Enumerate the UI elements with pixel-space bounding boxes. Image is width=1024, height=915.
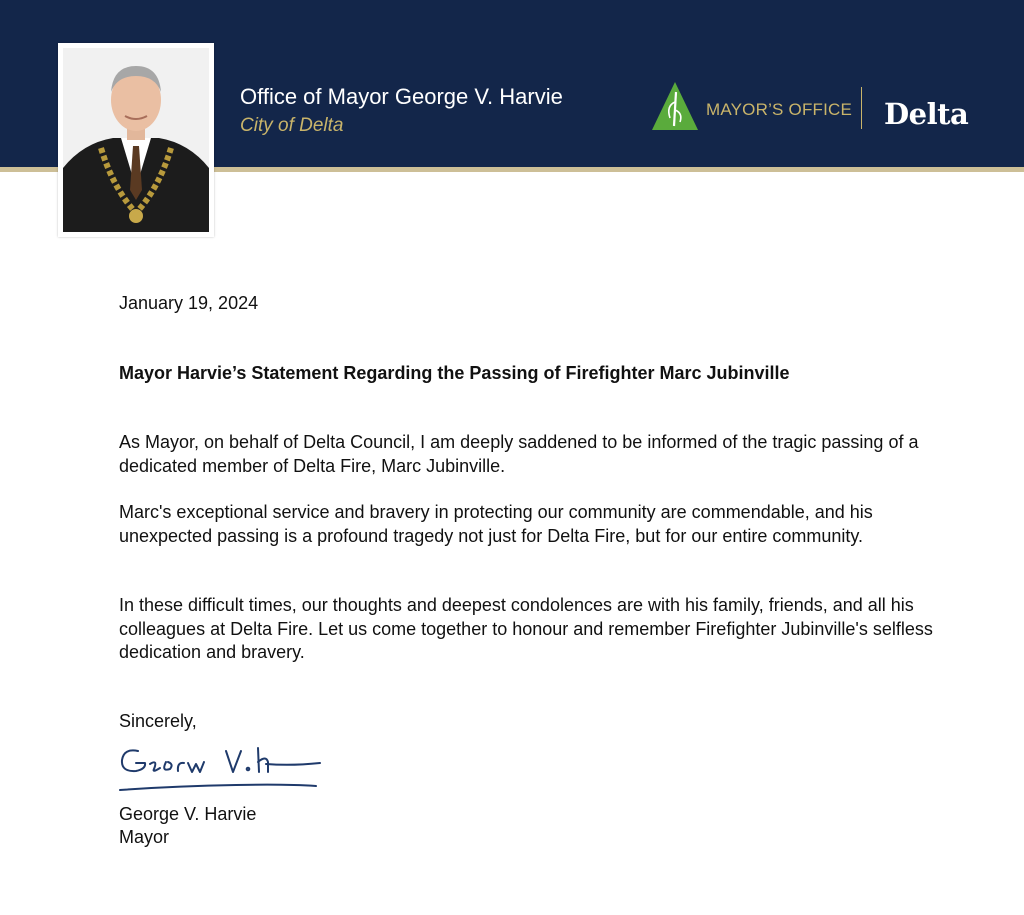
letter-paragraph: In these difficult times, our thoughts and deepest condolences are with his family, friends, and all his colleagues at Delta Fire. Let us come together to honour and remember Firefighter Jubinville's selfless dedication and bravery. (119, 595, 933, 662)
portrait-image (63, 48, 209, 232)
mayor-portrait (58, 43, 214, 237)
office-subtitle: City of Delta (240, 115, 344, 136)
signer-name: George V. Harvie (119, 804, 257, 824)
handwritten-signature (116, 738, 326, 798)
office-title: Office of Mayor George V. Harvie (240, 84, 563, 109)
signer-title: Mayor (119, 827, 170, 847)
letter-paragraph: As Mayor, on behalf of Delta Council, I am deeply saddened to be informed of the tragic passing of a dedicated member of Delta Fire, Marc Jubinville. (119, 432, 919, 476)
letter-subject: Mayor Harvie’s Statement Regarding the Passing of Firefighter Marc Jubinville (119, 363, 790, 383)
letter-closing: Sincerely, (119, 711, 197, 731)
mayors-office-logo-icon (650, 80, 700, 132)
letter-date: January 19, 2024 (119, 293, 259, 313)
mayors-office-label: MAYOR’S OFFICE (706, 100, 853, 119)
letter-paragraph: Marc's exceptional service and bravery in protecting our community are commendable, and his unexpected passing is a profound tragedy not just for Delta Fire, but for our entire community. (119, 502, 873, 546)
delta-wordmark: Delta (884, 97, 969, 131)
logo-divider (861, 87, 862, 129)
